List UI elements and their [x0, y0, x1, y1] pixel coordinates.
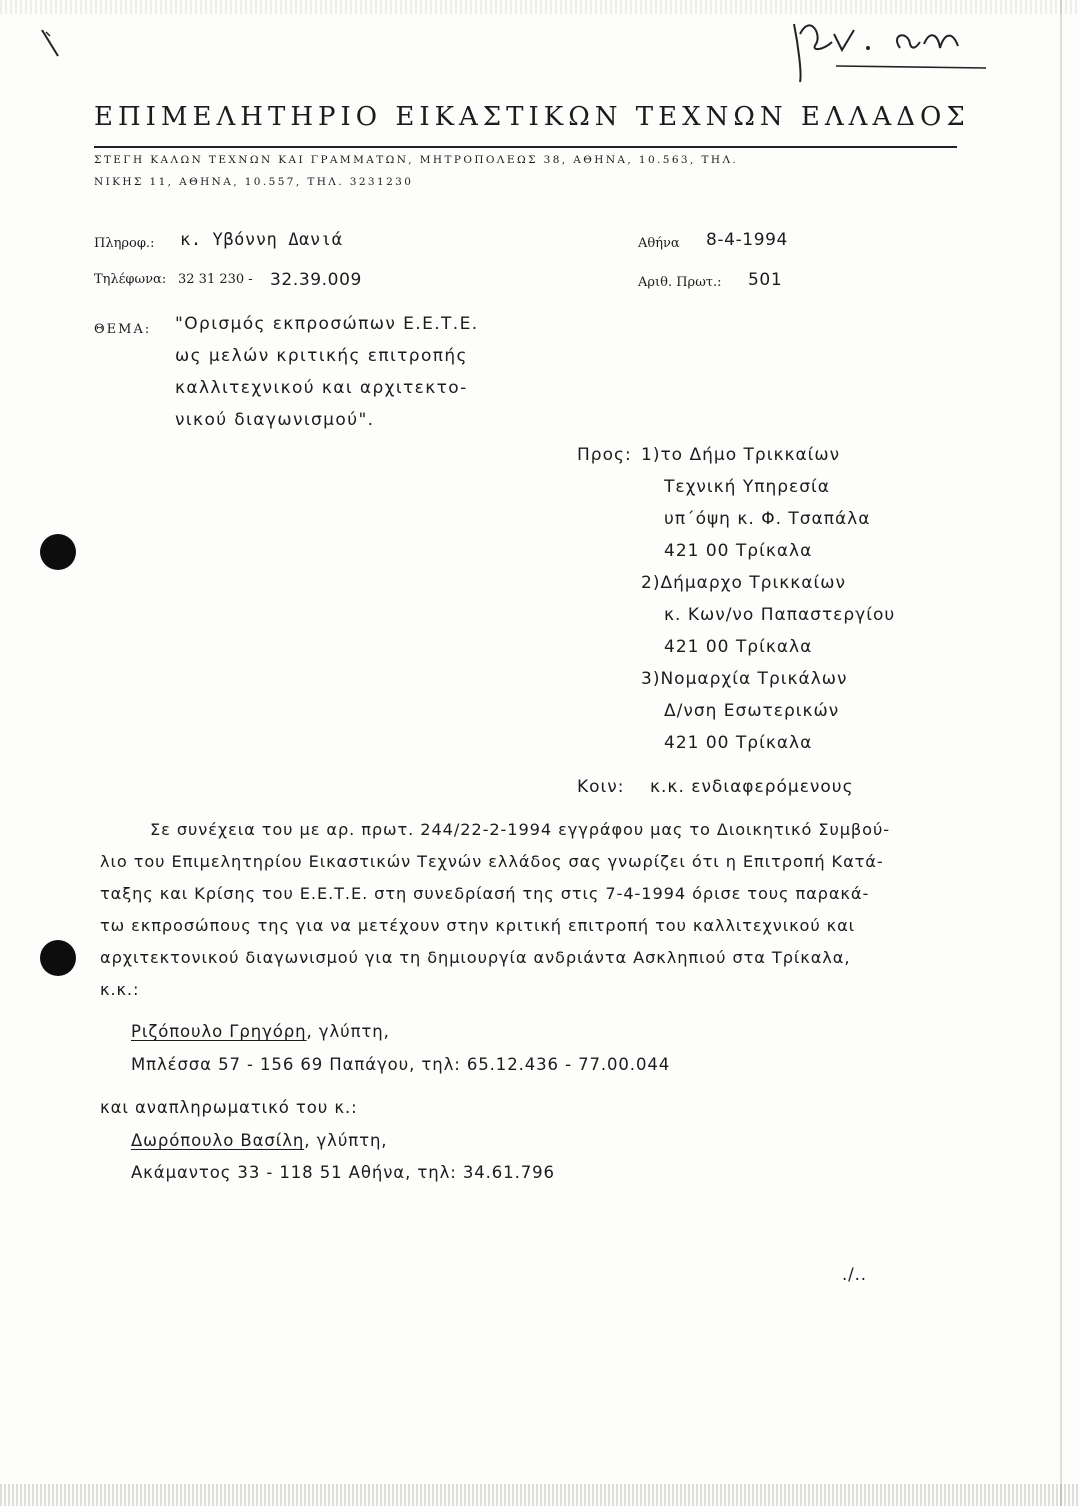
letterhead-address-line-2: ΝΙΚΗΣ 11, ΑΘΗΝΑ, 10.557, ΤΗΛ. 3231230 — [94, 176, 414, 188]
letterhead-rule — [94, 146, 957, 148]
recipient-line-10: 421 00 Τρίκαλα — [664, 733, 813, 753]
protocol-number: 501 — [748, 270, 783, 290]
recipient-line-3: υπ΄όψη κ. Φ. Τσαπάλα — [664, 509, 871, 529]
phones-typed: 32.39.009 — [270, 270, 362, 290]
recipient-line-6: κ. Κων/νο Παπαστεργίου — [664, 605, 896, 625]
alternate-nominee-name: Δωρόπουλο Βασίλη — [131, 1131, 305, 1150]
subject-label: ΘΕΜΑ: — [94, 322, 152, 337]
body-line-6: κ.κ.: — [100, 980, 140, 999]
body-line-2: λιο του Επιμελητηρίου Εικαστικών Τεχνών ελλάδος σας γνωρίζει ότι η Επιτροπή Κατά- — [100, 852, 884, 871]
body-line-3: ταξης και Κρίσης του Ε.Ε.Τ.Ε. στη συνεδρίασή της στις 7-4-1994 όρισε τους παρακά- — [100, 884, 870, 903]
recipient-line-4: 421 00 Τρίκαλα — [664, 541, 813, 561]
recipient-line-5: 2)Δήμαρχο Τρικκαίων — [641, 573, 846, 593]
protocol-label: Αριθ. Πρωτ.: — [638, 275, 722, 290]
cc-value: κ.κ. ενδιαφερόμενους — [650, 777, 854, 797]
handwritten-note-signature — [780, 4, 1020, 84]
recipient-line-2: Τεχνική Υπηρεσία — [664, 477, 830, 497]
subject-line-4: νικού διαγωνισμού". — [175, 410, 375, 430]
alternate-nominee-address: Ακάμαντος 33 - 118 51 Αθήνα, τηλ: 34.61.796 — [131, 1163, 555, 1182]
recipient-line-7: 421 00 Τρίκαλα — [664, 637, 813, 657]
scan-edge-right — [1060, 0, 1062, 1506]
subject-line-2: ως μελών κριτικής επιτροπής — [175, 346, 468, 366]
recipients-label: Προς: — [577, 445, 632, 465]
alternate-nominee — [131, 1131, 387, 1150]
body-line-5: αρχιτεκτονικού διαγωνισμού για τη δημιουργία ανδριάντα Ασκληπιού στα Τρίκαλα, — [100, 948, 851, 967]
primary-nominee — [131, 1022, 390, 1041]
letterhead-address-line-1: ΣΤΕΓΗ ΚΑΛΩΝ ΤΕΧΝΩΝ ΚΑΙ ΓΡΑΜΜΑΤΩΝ, ΜΗΤΡΟΠΟΛΕΩΣ 38, ΑΘΗΝΑ, 10.563, ΤΗΛ. — [94, 154, 739, 166]
punch-hole — [40, 940, 76, 976]
primary-nominee-name: Ριζόπουλο Γρηγόρη — [131, 1022, 307, 1041]
recipient-line-9: Δ/νση Εσωτερικών — [664, 701, 840, 721]
alternate-intro: και αναπληρωματικό του κ.: — [100, 1098, 358, 1117]
cc-label: Κοιν: — [577, 777, 625, 797]
info-value: κ. Υβόννη Δανιά — [180, 230, 343, 250]
continuation-mark: ./.. — [842, 1265, 867, 1284]
letterhead-title: ΕΠΙΜΕΛΗΤΗΡΙΟ ΕΙΚΑΣΤΙΚΩΝ ΤΕΧΝΩΝ ΕΛΛΑΔΟΣ — [94, 102, 970, 132]
body-line-4: τω εκπροσώπους της για να μετέχουν στην κριτική επιτροπή του καλλιτεχνικού και — [100, 916, 856, 935]
recipient-line-8: 3)Νομαρχία Τρικάλων — [641, 669, 848, 689]
alternate-nominee-role: , γλύπτη, — [304, 1131, 388, 1150]
punch-hole — [40, 534, 76, 570]
phones-printed: 32 31 230 - — [178, 272, 253, 287]
scan-edge-bottom — [0, 1484, 1080, 1506]
primary-nominee-address: Μπλέσσα 57 - 156 69 Παπάγου, τηλ: 65.12.436 - 77.00.044 — [131, 1055, 671, 1074]
subject-line-3: καλλιτεχνικού και αρχιτεκτο- — [175, 378, 468, 398]
primary-nominee-role: , γλύπτη, — [306, 1022, 390, 1041]
body-line-1: Σε συνέχεια του με αρ. πρωτ. 244/22-2-1994 εγγράφου μας το Διοικητικό Συμβού- — [150, 820, 890, 839]
info-label: Πληροφ.: — [94, 236, 155, 251]
city-label: Αθήνα — [638, 236, 680, 251]
subject-line-1: "Ορισμός εκπροσώπων Ε.Ε.Τ.Ε. — [175, 314, 479, 334]
phones-label: Τηλέφωνα: — [94, 272, 167, 287]
corner-mark-icon — [36, 26, 66, 66]
recipient-line-1: 1)το Δήμο Τρικκαίων — [641, 445, 841, 465]
letter-date: 8-4-1994 — [706, 230, 788, 250]
